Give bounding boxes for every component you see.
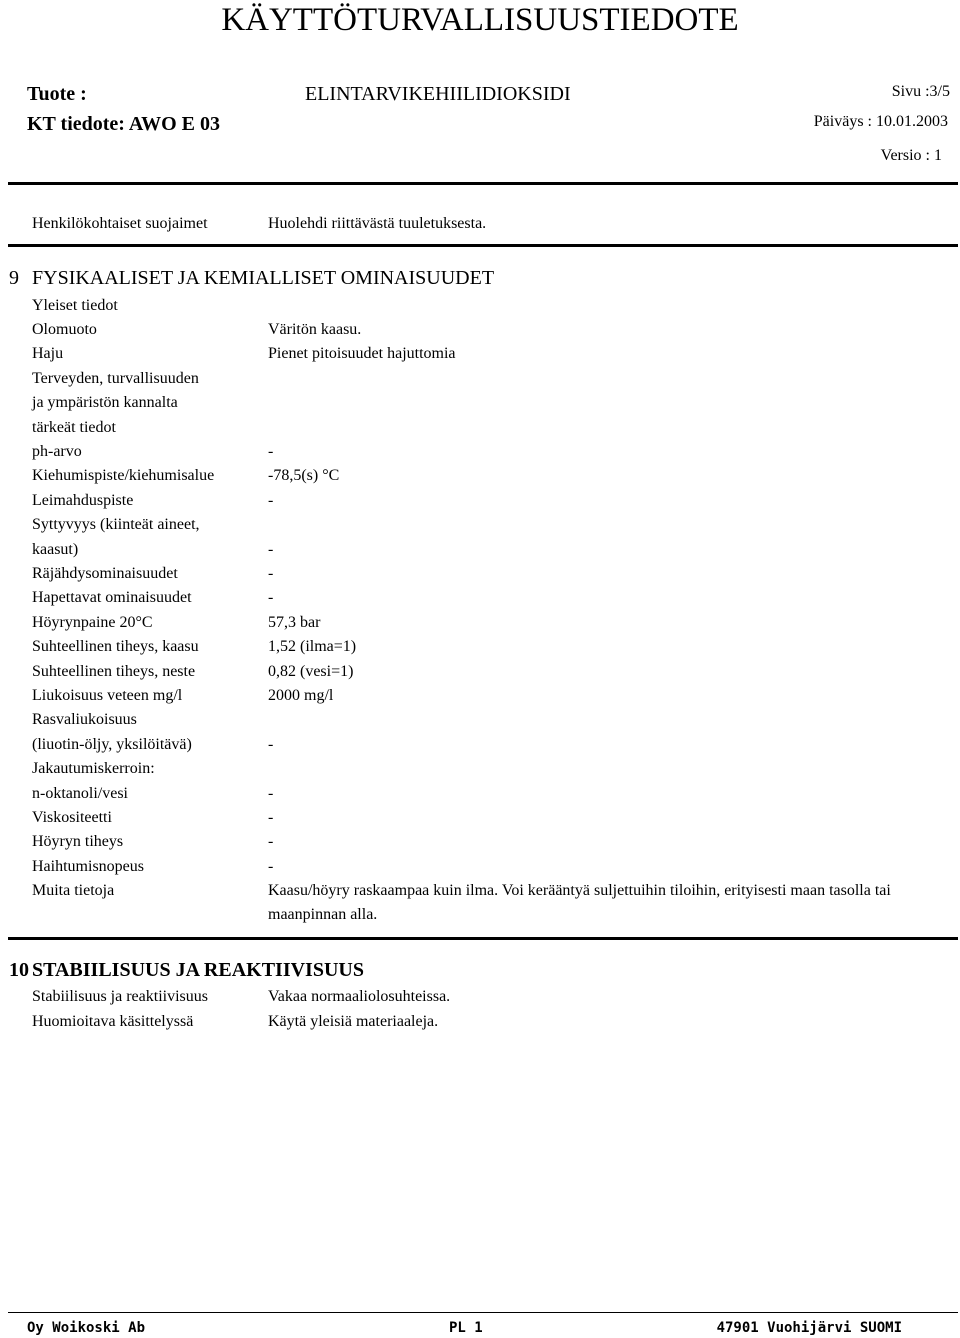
property-value: -78,5(s) °C	[268, 467, 340, 484]
section10-title: STABIILISUUS JA REAKTIIVISUUS	[32, 959, 364, 981]
property-value: -	[268, 541, 274, 558]
stability-value: Vakaa normaaliolosuhteissa.	[268, 988, 451, 1005]
stability-label: Stabiilisuus ja reaktiivisuus	[32, 988, 208, 1005]
property-value: 1,52 (ilma=1)	[268, 638, 357, 655]
section9-divider	[8, 244, 958, 247]
section9-general-heading: Yleiset tiedot	[32, 297, 118, 314]
property-value: -	[268, 443, 274, 460]
property-label: Rasvaliukoisuus	[32, 711, 137, 728]
section9-number: 9	[9, 267, 19, 289]
property-label: ja ympäristön kannalta	[32, 394, 178, 411]
property-value: Pienet pitoisuudet hajuttomia	[268, 345, 456, 362]
property-label: (liuotin-öljy, yksilöitävä)	[32, 736, 192, 753]
version: Versio : 1	[880, 147, 942, 164]
personal-protection-value: Huolehdi riittävästä tuuletuksesta.	[268, 215, 487, 232]
property-label: Syttyvyys (kiinteät aineet,	[32, 516, 200, 533]
property-value: -	[268, 809, 274, 826]
property-label: Kiehumispiste/kiehumisalue	[32, 467, 215, 484]
property-value: -	[268, 785, 274, 802]
property-label: Haju	[32, 345, 64, 362]
property-value: 57,3 bar	[268, 614, 321, 631]
property-label: Olomuoto	[32, 321, 97, 338]
section10-divider	[8, 937, 958, 940]
property-value: -	[268, 565, 274, 582]
property-label: Hapettavat ominaisuudet	[32, 589, 192, 606]
property-value: -	[268, 833, 274, 850]
property-value: -	[268, 858, 274, 875]
footer-address: 47901 Vuohijärvi SUOMI	[716, 1320, 902, 1336]
footer-company: Oy Woikoski Ab	[27, 1320, 146, 1336]
property-label: Höyryn tiheys	[32, 833, 124, 850]
handling-value: Käytä yleisiä materiaaleja.	[268, 1013, 439, 1030]
property-label: Liukoisuus veteen mg/l	[32, 687, 183, 704]
property-label: Suhteellinen tiheys, neste	[32, 663, 196, 680]
property-value: Kaasu/höyry raskaampaa kuin ilma. Voi kerääntyä suljettuihin tiloihin, erityisesti maan tasolla tai	[268, 882, 891, 899]
property-value: -	[268, 736, 274, 753]
property-value: -	[268, 492, 274, 509]
property-label: Höyrynpaine 20°C	[32, 614, 153, 631]
sheet-label: KT tiedote: AWO E 03	[27, 113, 220, 135]
handling-label: Huomioitava käsittelyssä	[32, 1013, 194, 1030]
property-label: Viskositeetti	[32, 809, 112, 826]
document-title: KÄYTTÖTURVALLISUUSTIEDOTE	[221, 2, 739, 38]
personal-protection-label: Henkilökohtaiset suojaimet	[32, 215, 208, 232]
property-value: 2000 mg/l	[268, 687, 334, 704]
footer-po-box: PL 1	[449, 1320, 483, 1336]
property-label: kaasut)	[32, 541, 79, 558]
property-label: Räjähdysominaisuudet	[32, 565, 178, 582]
other-info-continuation: maanpinnan alla.	[268, 906, 378, 923]
product-name: ELINTARVIKEHIILIDIOKSIDI	[305, 83, 571, 105]
product-label: Tuote :	[27, 83, 87, 105]
header-divider	[8, 182, 958, 185]
property-label: Haihtumisnopeus	[32, 858, 144, 875]
section10-number: 10	[9, 959, 29, 981]
property-label: Terveyden, turvallisuuden	[32, 370, 199, 387]
property-label: Jakautumiskerroin:	[32, 760, 155, 777]
page-number: Sivu :3/5	[891, 83, 950, 100]
property-label: tärkeät tiedot	[32, 419, 116, 436]
date: Päiväys : 10.01.2003	[813, 113, 948, 130]
footer-divider	[8, 1312, 958, 1313]
section9-title: FYSIKAALISET JA KEMIALLISET OMINAISUUDET	[32, 267, 495, 289]
property-label: Muita tietoja	[32, 882, 115, 899]
property-label: n-oktanoli/vesi	[32, 785, 128, 802]
property-label: Suhteellinen tiheys, kaasu	[32, 638, 199, 655]
property-label: ph-arvo	[32, 443, 82, 460]
property-value: Väritön kaasu.	[268, 321, 362, 338]
property-label: Leimahduspiste	[32, 492, 134, 509]
property-value: 0,82 (vesi=1)	[268, 663, 354, 680]
property-value: -	[268, 589, 274, 606]
